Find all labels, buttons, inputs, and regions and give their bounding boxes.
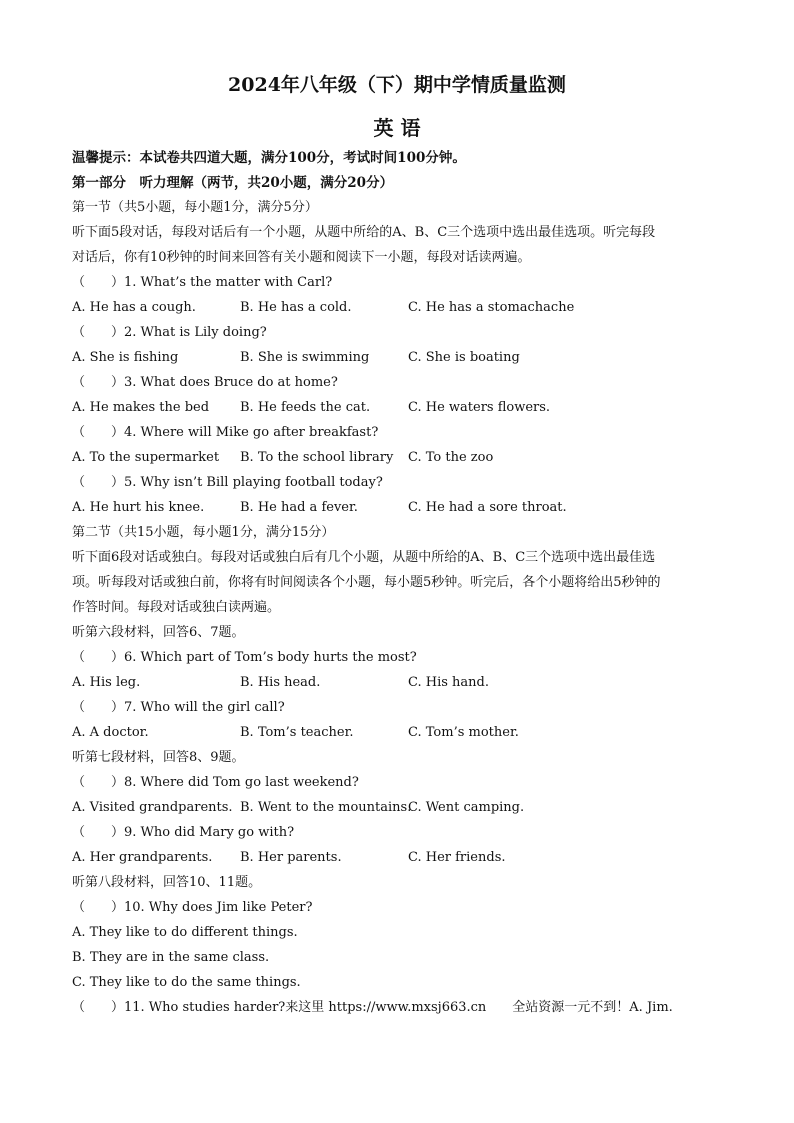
question-stem: （ ）3. What does Bruce do at home?	[72, 375, 338, 390]
option-a: A. To the supermarket	[72, 450, 220, 465]
option-b: B. He had a fever.	[240, 500, 358, 515]
option-a: A. He makes the bed	[72, 400, 210, 415]
option-b: B. He has a cold.	[240, 300, 352, 315]
option-c: C. He had a sore throat.	[408, 500, 567, 515]
tip-text: 温馨提示：本试卷共四道大题，满分100分，考试时间100分钟。	[72, 150, 466, 166]
question-stem: （ ）2. What is Lily doing?	[72, 325, 267, 340]
option-a: A. He has a cough.	[72, 300, 196, 315]
option-c: C. Went camping.	[408, 800, 525, 815]
material-heading: 听第六段材料，回答6、7题。	[72, 625, 245, 640]
section2-instruction: 听下面6段对话或独白。每段对话或独白后有几个小题，从题中所给的A、B、C三个选项中选出最佳选	[72, 550, 656, 565]
question-stem: （ ）6. Which part of Tom’s body hurts the most?	[72, 650, 417, 665]
question-stem: （ ）1. What’s the matter with Carl?	[72, 275, 333, 290]
option-a: A. Her grandparents.	[72, 850, 213, 865]
option-c: C. To the zoo	[408, 450, 494, 465]
section1-instruction: 对话后，你有10秒钟的时间来回答有关小题和阅读下一小题，每段对话读两遍。	[72, 250, 531, 265]
question-stem: （ ）7. Who will the girl call?	[72, 700, 285, 715]
option-b: B. Her parents.	[240, 850, 342, 865]
section1-heading: 第一节（共5小题，每小题1分，满分5分）	[72, 200, 318, 215]
question-stem: （ ）10. Why does Jim like Peter?	[72, 900, 313, 915]
material-heading: 听第七段材料，回答8、9题。	[72, 750, 245, 765]
option-a: A. She is fishing	[72, 350, 179, 365]
option-b: B. His head.	[240, 675, 321, 690]
section2-instruction: 作答时间。每段对话或独白读两遍。	[72, 600, 281, 615]
option-a: A. He hurt his knee.	[72, 500, 205, 515]
question-stem: （ ）9. Who did Mary go with?	[72, 825, 295, 840]
option-b: B. Tom’s teacher.	[240, 725, 354, 740]
option-a: A. A doctor.	[72, 725, 149, 740]
section2-heading: 第二节（共15小题，每小题1分，满分15分）	[72, 525, 335, 540]
option-c: C. They like to do the same things.	[72, 975, 301, 990]
option-c: C. His hand.	[408, 675, 489, 690]
option-b: B. They are in the same class.	[72, 950, 270, 965]
option-a: A. They like to do different things.	[72, 925, 298, 940]
option-c: C. He waters flowers.	[408, 400, 551, 415]
option-a: A. Visited grandparents.	[72, 800, 233, 815]
part1-heading: 第一部分 听力理解（两节，共20小题，满分20分）	[72, 175, 394, 191]
exam-title: 2024年八年级（下）期中学情质量监测	[228, 74, 566, 96]
subject-title: 英 语	[373, 116, 421, 140]
option-c: C. Her friends.	[408, 850, 506, 865]
option-c: C. She is boating	[408, 350, 520, 365]
option-b: B. Went to the mountains.	[240, 800, 412, 815]
option-c: C. Tom’s mother.	[408, 725, 519, 740]
material-heading: 听第八段材料，回答10、11题。	[72, 875, 262, 890]
question-stem: （ ）4. Where will Mike go after breakfast?	[72, 425, 379, 440]
option-b: B. To the school library	[240, 450, 394, 465]
option-b: B. She is swimming	[240, 350, 370, 365]
option-c: C. He has a stomachache	[408, 300, 575, 315]
section2-instruction: 项。听每段对话或独白前，你将有时间阅读各个小题，每小题5秒钟。听完后，各个小题将给出5秒钟的	[72, 575, 661, 590]
option-a: A. His leg.	[72, 675, 141, 690]
question-stem: （ ）8. Where did Tom go last weekend?	[72, 775, 359, 790]
question-stem: （ ）11. Who studies harder?来这里 https://www.mxsj663.cn 全站资源一元不到！A. Jim.	[72, 1000, 673, 1015]
question-stem: （ ）5. Why isn’t Bill playing football today?	[72, 475, 383, 490]
option-b: B. He feeds the cat.	[240, 400, 371, 415]
section1-instruction: 听下面5段对话，每段对话后有一个小题，从题中所给的A、B、C三个选项中选出最佳选项。听完每段	[72, 225, 656, 240]
